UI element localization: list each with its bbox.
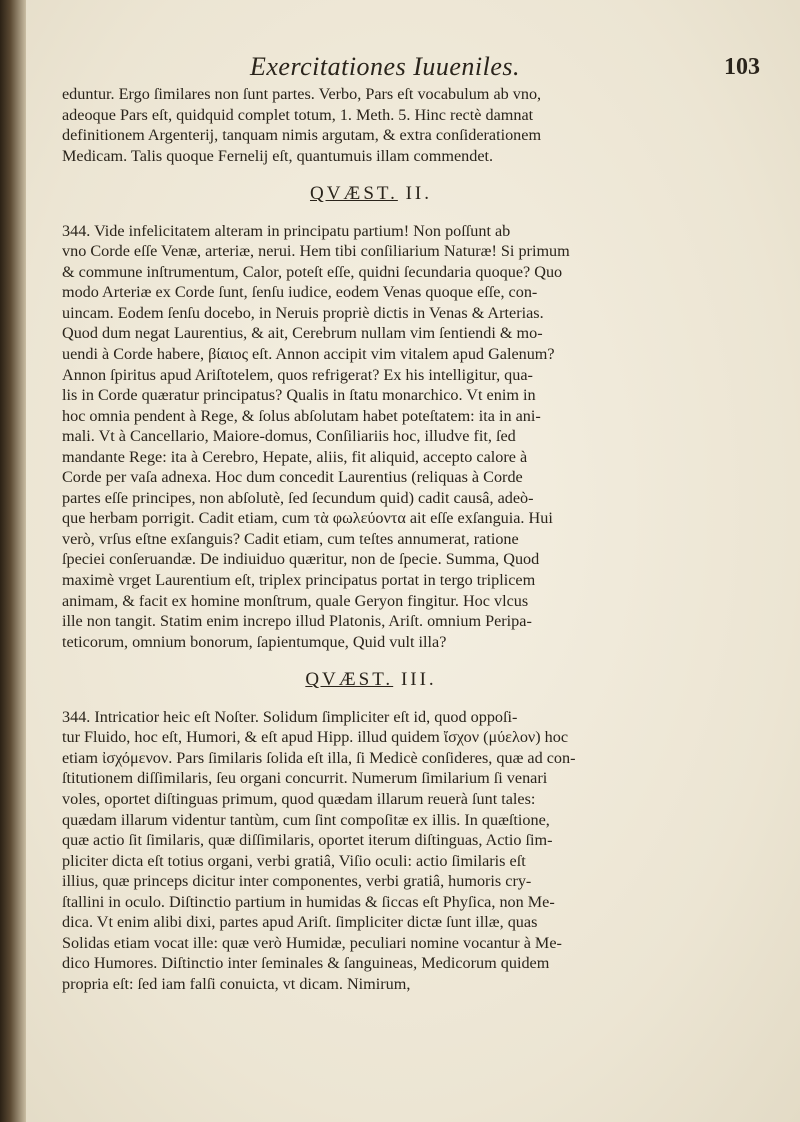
text-line: mandante Rege: ita à Cerebro, Hepate, aliis, fit aliquid, accepto calore à bbox=[62, 447, 528, 466]
text-line: ille non tangit. Statim enim increpo illud Platonis, Ariſt. omnium Peripa- bbox=[62, 612, 532, 631]
text-line: Quod dum negat Laurentius, & ait, Cerebrum nullam vim ſentiendi & mo- bbox=[62, 324, 543, 343]
section-3-paragraph bbox=[62, 707, 680, 995]
text-line: dica. Vt enim alibi dixi, partes apud Ariſt. ſimpliciter dictæ ſunt illæ, quas bbox=[62, 913, 538, 932]
text-line: uincam. Eodem ſenſu docebo, in Neruis propriè dictis in Venas & Arterias. bbox=[62, 303, 544, 322]
text-line: dico Humores. Diſtinctio inter ſeminales & ſanguineas, Medicorum quidem bbox=[62, 954, 550, 973]
text-line: modo Arteriæ ex Corde ſunt, ſenſu iudice, eodem Venas quoque eſſe, con- bbox=[62, 283, 538, 302]
text-line: verò, vrſus eſtne exſanguis? Cadit etiam, cum teſtes annumerat, ratione bbox=[62, 529, 519, 548]
text-line: lis in Corde quæratur principatus? Qualis in ſtatu monarchico. Vt enim in bbox=[62, 386, 536, 405]
text-line: animam, & facit ex homine monſtrum, quale Geryon fingitur. Hoc vlcus bbox=[62, 591, 529, 610]
text-line: pliciter dicta eſt totius organi, verbi gratiâ, Viſio oculi: actio ſimilaris eſt bbox=[62, 851, 526, 870]
text-line: Annon ſpiritus apud Ariſtotelem, quos refrigerat? Ex his intelligitur, qua- bbox=[62, 365, 533, 384]
text-line: 344. Intricatior heic eſt Noſter. Solidum ſimpliciter eſt id, quod oppoſi- bbox=[62, 707, 518, 726]
text-line: illius, quæ princeps dicitur inter componentes, verbi gratiâ, humoris cry- bbox=[62, 872, 532, 891]
text-line: propria eſt: ſed iam falſi conuicta, vt dicam. Nimirum, bbox=[62, 974, 411, 993]
heading-2-number: II. bbox=[405, 183, 432, 205]
section-1-paragraph bbox=[62, 84, 680, 166]
text-line: teticorum, omnium bonorum, ſapientumque, Quid vult illa? bbox=[62, 632, 447, 651]
text-line: uendi à Corde habere, βίαιος eſt. Annon accipit vim vitalem apud Galenum? bbox=[62, 345, 555, 364]
section-2-paragraph bbox=[62, 221, 680, 652]
book-spine-shadow bbox=[0, 0, 26, 1122]
running-title: Exercitationes Iuueniles. bbox=[250, 52, 521, 81]
heading-quaestio-3 bbox=[62, 670, 680, 691]
heading-quaestio-2 bbox=[62, 184, 680, 205]
text-line: adeoque Pars eſt, quidquid complet totum, 1. Meth. 5. Hinc rectè damnat bbox=[62, 105, 534, 124]
text-line: ſtitutionem diſſimilaris, ſeu organi concurrit. Numerum ſimilarium ſi venari bbox=[62, 769, 548, 788]
text-line: definitionem Argenterij, tanquam nimis argutam, & extra conſiderationem bbox=[62, 126, 542, 145]
text-line: Medicam. Talis quoque Fernelij eſt, quantumuis illam commendet. bbox=[62, 146, 494, 165]
text-line: maximè vrget Laurentium eſt, triplex principatus portat in tergo triplicem bbox=[62, 571, 536, 590]
heading-3-prefix: QVÆST. bbox=[305, 669, 394, 691]
text-line: ſpeciei conſeruandæ. De indiuiduo quæritur, non de ſpecie. Summa, Quod bbox=[62, 550, 540, 569]
text-line: mali. Vt à Cancellario, Maiore-domus, Conſiliariis hoc, illudve fit, ſed bbox=[62, 427, 516, 446]
text-line: quædam illarum videntur tantùm, cum ſint compoſitæ ex illis. In quæſtione, bbox=[62, 810, 550, 829]
text-line: vno Corde eſſe Venæ, arteriæ, nerui. Hem tibi conſiliarium Naturæ! Si primum bbox=[62, 242, 570, 261]
body-text bbox=[62, 84, 680, 994]
text-line: tur Fluido, hoc eſt, Humori, & eſt apud Hipp. illud quidem ἴσχον (μύελον) hoc bbox=[62, 728, 569, 747]
text-line: ſtallini in oculo. Diſtinctio partium in humidas & ſiccas eſt Phyſica, non Me- bbox=[62, 892, 555, 911]
heading-3-number: III. bbox=[400, 669, 437, 691]
heading-2-prefix: QVÆST. bbox=[309, 183, 398, 205]
text-line: quæ actio ſit ſimilaris, quæ diſſimilaris, oportet iterum diſtinguas, Actio ſim- bbox=[62, 831, 553, 850]
text-line: etiam ἰσχόμενον. Pars ſimilaris ſolida eſt illa, ſi Medicè conſideres, quæ ad con- bbox=[62, 748, 576, 767]
page-number: 103 bbox=[724, 54, 760, 80]
text-line: Solidas etiam vocat ille: quæ verò Humidæ, peculiari nomine vocantur à Me- bbox=[62, 933, 562, 952]
text-line: que herbam porrigit. Cadit etiam, cum τὰ φωλεύοντα ait eſſe exſanguia. Hui bbox=[62, 509, 553, 528]
text-line: eduntur. Ergo ſimilares non ſunt partes. Verbo, Pars eſt vocabulum ab vno, bbox=[62, 85, 542, 103]
text-line: partes eſſe principes, non abſolutè, ſed ſecundum quid) cadit causâ, adeò- bbox=[62, 488, 534, 507]
text-line: voles, oportet diſtinguas primum, quod quædam illarum reuerà ſunt tales: bbox=[62, 789, 536, 808]
text-line: 344. Vide infelicitatem alteram in principatu partium! Non poſſunt ab bbox=[62, 221, 511, 240]
text-line: Corde per vaſa adnexa. Hoc dum concedit Laurentius (reliquas à Corde bbox=[62, 468, 523, 487]
text-line: hoc omnia pendent à Rege, & ſolus abſolutam habet poteſtatem: ita in ani- bbox=[62, 406, 541, 425]
text-line: & commune inſtrumentum, Calor, poteſt eſſe, quidni ſecundaria quoque? Quo bbox=[62, 262, 563, 281]
